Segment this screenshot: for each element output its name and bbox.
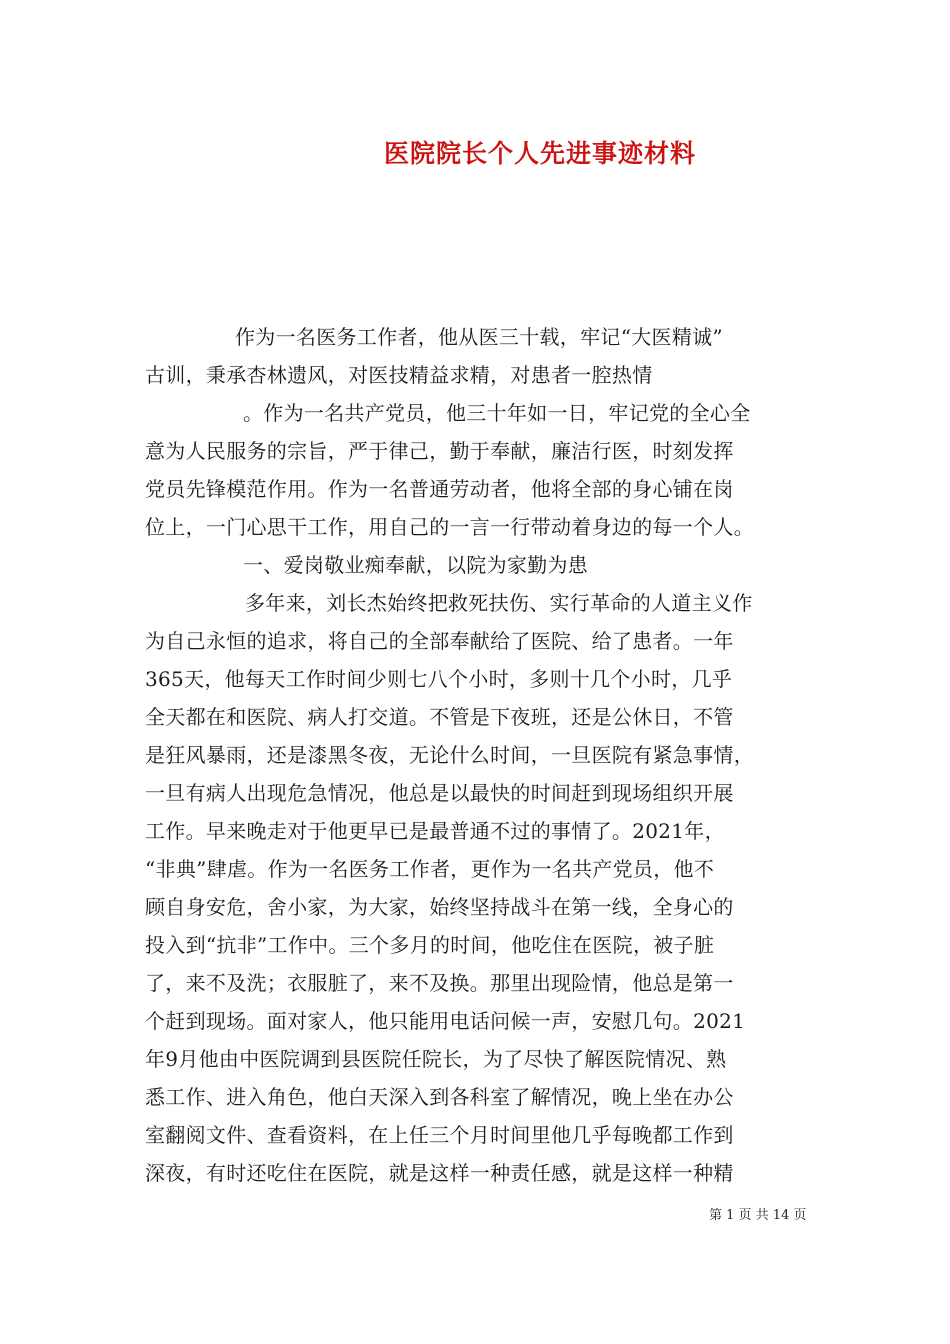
text-line: 深夜，有时还吃住在医院，就是这样一种责任感，就是这样一种精 xyxy=(145,1161,734,1185)
document-body xyxy=(145,318,815,1192)
text-line: 。作为一名共产党员，他三十年如一日，牢记党的全心全 xyxy=(243,401,751,425)
text-line: 365天，他每天工作时间少则七八个小时，多则十几个小时，几乎 xyxy=(145,667,733,691)
text-line: 悉工作、进入角色，他白天深入到各科室了解情况，晚上坐在办公 xyxy=(145,1085,734,1109)
text-line: 作为一名医务工作者，他从医三十载，牢记“大医精诚” xyxy=(235,325,723,349)
page-number: 第 1 页 共 14 页 xyxy=(709,1208,807,1223)
text-line: “非典”肆虐。作为一名医务工作者，更作为一名共产党员，他不 xyxy=(145,857,715,881)
text-line: 工作。早来晚走对于他更早已是最普通不过的事情了。2021年， xyxy=(145,819,725,843)
text-line: 位上，一门心思干工作，用自己的一言一行带动着身边的每一个人。 xyxy=(145,515,754,539)
text-line: 个赶到现场。面对家人，他只能用电话问候一声，安慰几句。2021 xyxy=(145,1009,746,1033)
text-line: 多年来，刘长杰始终把救死扶伤、实行革命的人道主义作 xyxy=(245,591,753,615)
text-line: 一旦有病人出现危急情况，他总是以最快的时间赶到现场组织开展 xyxy=(145,781,734,805)
text-line: 投入到“抗非”工作中。三个多月的时间，他吃住在医院，被子脏 xyxy=(145,933,715,957)
document-title: 医院院长个人先进事迹材料 xyxy=(383,139,696,168)
text-line: 古训，秉承杏林遗风，对医技精益求精，对患者一腔热情 xyxy=(145,363,653,387)
text-line: 党员先锋模范作用。作为一名普通劳动者，他将全部的身心铺在岗 xyxy=(145,477,734,501)
text-line: 室翻阅文件、查看资料，在上任三个月时间里他几乎每晚都工作到 xyxy=(145,1123,734,1147)
text-line: 年9月他由中医院调到县医院任院长，为了尽快了解医院情况、熟 xyxy=(145,1047,727,1071)
text-line: 为自己永恒的追求，将自己的全部奉献给了医院、给了患者。一年 xyxy=(145,629,734,653)
text-line: 全天都在和医院、病人打交道。不管是下夜班，还是公休日，不管 xyxy=(145,705,734,729)
text-line: 是狂风暴雨，还是漆黑冬夜，无论什么时间，一旦医院有紧急事情， xyxy=(145,743,754,767)
text-line: 意为人民服务的宗旨，严于律己，勤于奉献，廉洁行医，时刻发挥 xyxy=(145,439,734,463)
text-line: 一、爱岗敬业痴奉献，以院为家勤为患 xyxy=(243,553,589,577)
text-line: 了，来不及洗；衣服脏了，来不及换。那里出现险情，他总是第一 xyxy=(145,971,734,995)
text-line: 顾自身安危，舍小家，为大家，始终坚持战斗在第一线，全身心的 xyxy=(145,895,734,919)
